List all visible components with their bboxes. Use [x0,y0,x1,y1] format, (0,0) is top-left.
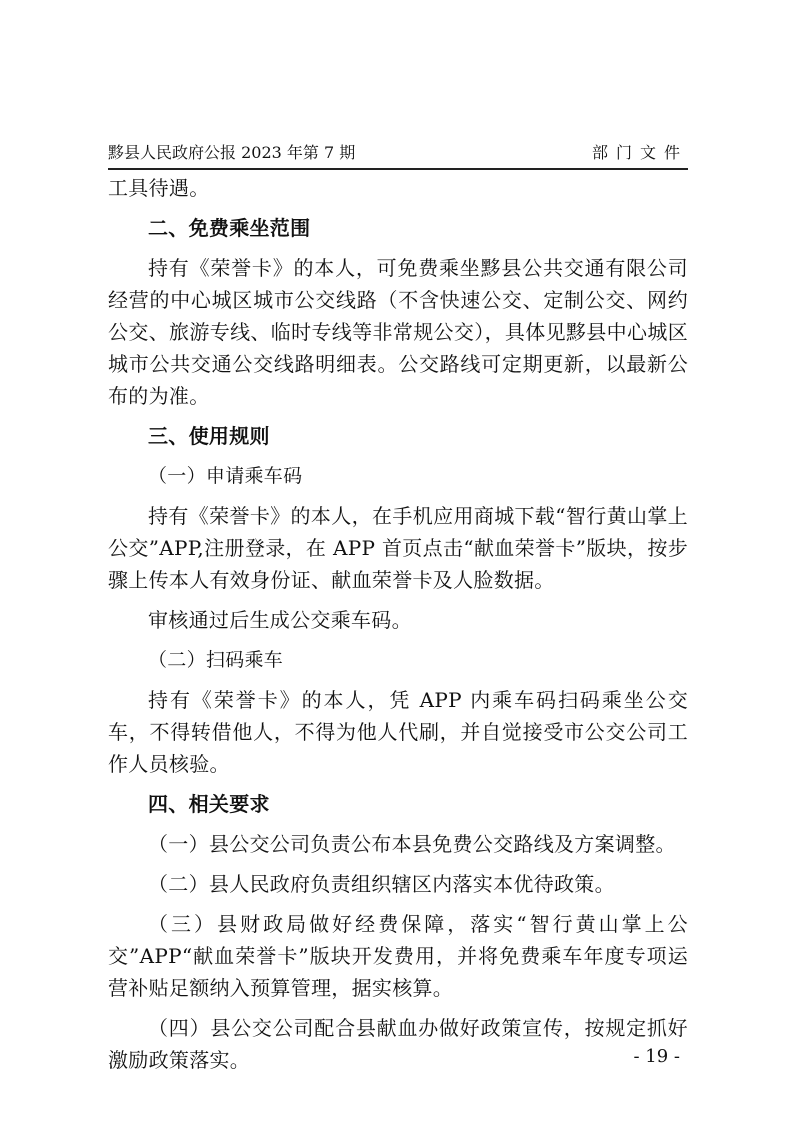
paragraph-apply-code: 持有《荣誉卡》的本人，在手机应用商城下载“智行黄山掌上公交”APP,注册登录，在 APP 首页点击“献血荣誉卡”版块，按步骤上传本人有效身份证、献血荣誉卡及人脸数据。 [108,504,688,592]
requirement-item: （二）县人民政府负责组织辖区内落实本优待政策。 [148,872,615,896]
subheading-scan-ride: （二）扫码乘车 [148,649,284,671]
paragraph-scan-ride: 持有《荣誉卡》的本人，凭 APP 内乘车码扫码乘坐公交车，不得转借他人，不得为他人代刷，并自觉接受市公交公司工作人员核验。 [108,688,688,776]
section-heading-usage-rules: 三、使用规则 [148,424,270,448]
page-number: - 19 - [633,1046,680,1067]
section-heading-requirements: 四、相关要求 [148,792,270,816]
publication-title: 黟县人民政府公报 2023 年第 7 期 [108,143,356,162]
page-header [108,142,688,170]
requirement-item: （一）县公交公司负责公布本县免费公交路线及方案调整。 [148,832,676,856]
paragraph-review: 审核通过后生成公交乘车码。 [148,608,412,632]
section-label: 部门文件 [591,143,688,162]
requirement-item: （四）县公交公司配合县献血办做好政策宣传，按规定抓好激励政策落实。 [108,1016,688,1072]
subheading-apply-code: （一）申请乘车码 [148,465,303,487]
paragraph-continuation: 工具待遇。 [108,176,210,200]
requirement-item: （三）县财政局做好经费保障，落实“智行黄山掌上公交”APP“献血荣誉卡”版块开发费用，并将免费乘车年度专项运营补贴足额纳入预算管理，据实核算。 [108,912,688,1000]
document-body [108,172,688,1076]
paragraph-free-ride-scope: 持有《荣誉卡》的本人，可免费乘坐黟县公共交通有限公司经营的中心城区城市公交线路（不含快速公交、定制公交、网约公交、旅游专线、临时专线等非常规公交），具体见黟县中心城区城市公共交通公交线路明细表。公交路线可定期更新，以最新公布的为准。 [108,256,688,408]
section-heading-free-ride-scope: 二、免费乘坐范围 [148,216,311,240]
